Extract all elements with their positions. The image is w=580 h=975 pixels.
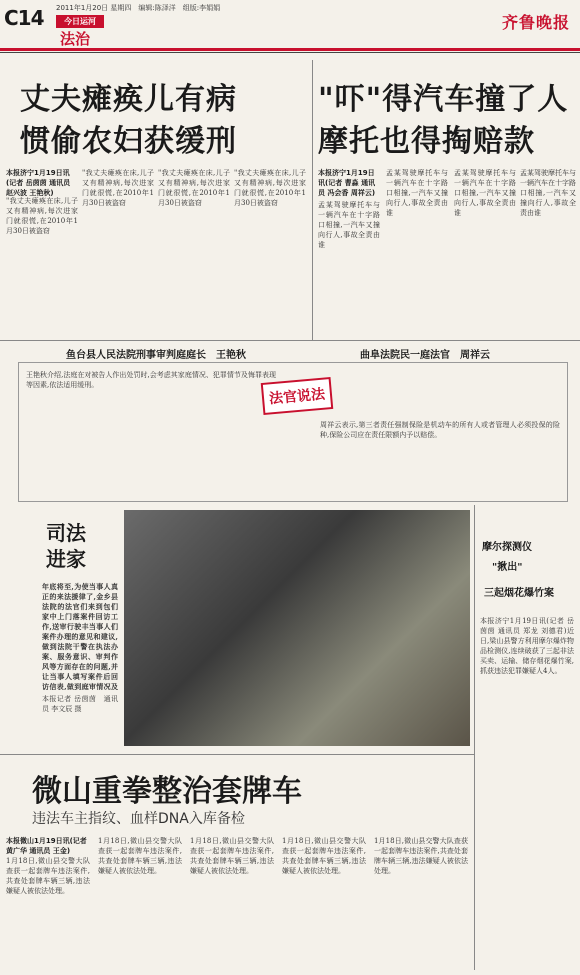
story1-byline: 本报济宁1月19日讯(记者 岳茵茵 通讯员 赵兴波 王艳秋) [6,169,71,197]
judge-left: 鱼台县人民法院刑事审判庭庭长 王艳秋 [66,350,246,361]
story2-body-col3: 孟某驾驶摩托车与一辆汽车在十字路口相撞,一汽车又撞向行人,事故全责由谁 [454,169,516,217]
section-title: 法治 [60,30,91,48]
section-rule [0,754,474,755]
law-talk-logo: 法官说法 [261,377,334,415]
story1-body-col1: "我丈夫瘫痪在床,儿子又有精神病,每次进家门就很慌,在2010年1月30日被盗窃 [6,197,78,235]
column-body: 年底将至,为使当事人真正的来法援律了,金乡县法院的法官们来到包们家中上门落案件回访工作,送审行驶丰当事人们案件办理的意见和建议,做到法院干警在执法办案、服务意识、审判作风等方面存在的问题,并让当事人填写案件后回访信表,做到庭审情况及 [42,582,118,690]
column-byline: 本报记者 岳茵茵 通讯员 李文辰 摄 [42,695,118,713]
masthead-rule [0,52,580,53]
law-commentary-left: 王艳秋介绍,法庭在对被告人作出处罚时,会考虑其家庭情况、犯罪情节及悔罪表现等因素,依法适用缓刑。 [26,371,276,389]
law-commentary-right: 周祥云表示,第三者责任强制保险是机动车的所有人或者管理人必须投保的险种,保险公司应在责任限额内予以赔偿。 [320,421,560,439]
column-title-2: 进家 [46,547,86,571]
story4-body-col5: 1月18日,微山县交警大队查获一起套牌车违法案件,共查处套牌车辆三辆,违法嫌疑人被依法处理。 [374,837,468,875]
story4-body-col4: 1月18日,微山县交警大队查获一起套牌车违法案件,共查处套牌车辆三辆,违法嫌疑人被依法处理。 [282,837,366,875]
story2-headline-1: "吓"得汽车撞了人 [318,82,569,117]
story4-subhead: 违法车主指纹、血样DNA入库备检 [32,811,245,827]
story1-body-col4: "我丈夫瘫痪在床,儿子又有精神病,每次进家门就很慌,在2010年1月30日被盗窃 [234,169,306,207]
story3-body: 本报济宁1月19日讯(记者 岳茵茵 通讯员 郑龙 刘德君)近日,梁山县警方利用摩尔爆炸物品检测仪,连续破获了三起非法买卖、运输、储存烟花爆竹案,抓获违法犯罪嫌疑人4人。 [480,617,574,675]
story4-body-col3: 1月18日,微山县交警大队查获一起套牌车违法案件,共查处套牌车辆三辆,违法嫌疑人被依法处理。 [190,837,274,875]
page-number: C14 [4,6,44,30]
masthead-red-rule [0,48,580,51]
story4-byline: 本报微山1月19日讯(记者 黄广华 通讯员 王金) [6,837,87,855]
newspaper-logo: 齐鲁晚报 [501,13,570,32]
judge-right: 曲阜法院民一庭法官 周祥云 [360,350,490,361]
column-title-1: 司法 [46,521,86,545]
story1-body-col3: "我丈夫瘫痪在床,儿子又有精神病,每次进家门就很慌,在2010年1月30日被盗窃 [158,169,230,207]
story2-byline: 本报济宁1月19日讯(记者 曹淼 通讯员 冯会香 周祥云) [318,169,376,197]
story4-body-col1: 1月18日,微山县交警大队查获一起套牌车违法案件,共查处套牌车辆三辆,违法嫌疑人被依法处理。 [6,857,90,895]
news-photo [124,510,470,746]
column-divider [312,60,313,340]
story4-headline: 微山重拳整治套牌车 [32,774,302,809]
story1-headline-1: 丈夫瘫痪儿有病 [20,82,237,117]
date-line: 2011年1月20日 星期四 编辑:陈泽洋 组版:李娟娟 [56,4,221,12]
column-tag: 今日运河 [56,15,104,28]
story3-headline: 三起烟花爆竹案 [484,588,554,599]
story2-body-col4: 孟某驾驶摩托车与一辆汽车在十字路口相撞,一汽车又撞向行人,事故全责由谁 [520,169,576,217]
story3-kicker-2: "揪出" [492,562,523,573]
story2-headline-2: 摩托也得掏赔款 [318,124,535,159]
story2-body-col2: 孟某驾驶摩托车与一辆汽车在十字路口相撞,一汽车又撞向行人,事故全责由谁 [386,169,448,217]
section-rule [0,340,580,341]
story2-body-col1: 孟某驾驶摩托车与一辆汽车在十字路口相撞,一汽车又撞向行人,事故全责由谁 [318,201,380,249]
column-divider [474,505,475,970]
story1-headline-2: 惯偷农妇获缓刑 [20,124,237,159]
story1-body-col2: "我丈夫瘫痪在床,儿子又有精神病,每次进家门就很慌,在2010年1月30日被盗窃 [82,169,154,207]
story4-body-col2: 1月18日,微山县交警大队查获一起套牌车违法案件,共查处套牌车辆三辆,违法嫌疑人被依法处理。 [98,837,182,875]
story3-kicker: 摩尔探测仪 [482,542,532,553]
